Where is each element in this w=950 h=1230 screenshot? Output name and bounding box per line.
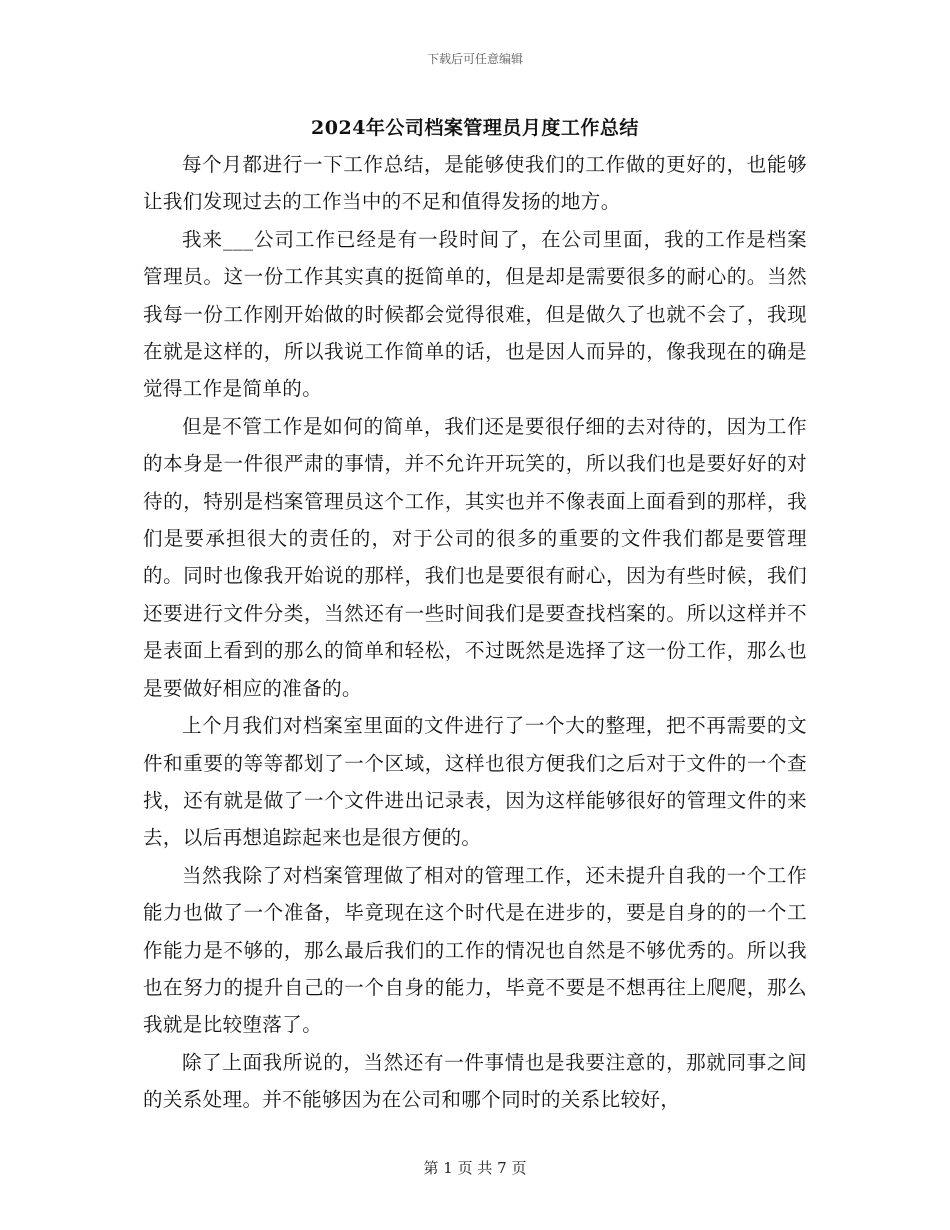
paragraph: 但是不管工作是如何的简单，我们还是要很仔细的去对待的，因为工作的本身是一件很严肃的事情，并不允许开玩笑的，所以我们也是要好好的对待的，特别是档案管理员这个工作，其实也并不像表面上面看到的那样，我们是要承担很大的责任的，对于公司的很多的重要的文件我们都是要管理的。同时也像我开始说的那样，我们也是要很有耐心，因为有些时候，我们还要进行文件分类，当然还有一些时间我们是要查找档案的。所以这样并不是表面上看到的那么的简单和轻松，不过既然是选择了这一份工作，那么也是要做好相应的准备的。 [143, 414, 807, 700]
paragraph: 除了上面我所说的，当然还有一件事情也是我要注意的，那就同事之间的关系处理。并不能够因为在公司和哪个同时的关系比较好， [143, 1050, 807, 1112]
paragraph: 当然我除了对档案管理做了相对的管理工作，还未提升自我的一个工作能力也做了一个准备，毕竟现在这个时代是在进步的，要是自身的的一个工作能力是不够的，那么最后我们的工作的情况也自然是不够优秀的。所以我也在努力的提升自己的一个自身的能力，毕竟不要是不想再往上爬爬，那么我就是比较堕落了。 [143, 863, 807, 1037]
document-title: 2024年公司档案管理员月度工作总结 [311, 117, 639, 139]
paragraph: 我来___公司工作已经是有一段时间了，在公司里面，我的工作是档案管理员。这一份工作其实真的挺简单的，但是却是需要很多的耐心的。当然我每一份工作刚开始做的时候都会觉得很难，但是做久了也就不会了，我现在就是这样的，所以我说工作简单的话，也是因人而异的，像我现在的确是觉得工作是简单的。 [143, 227, 807, 401]
page-header-note: 下载后可任意编辑 [426, 52, 523, 66]
page-number: 第 1 页 共 7 页 [423, 1159, 527, 1177]
document-body [143, 146, 807, 1119]
paragraph: 每个月都进行一下工作总结，是能够使我们的工作做的更好的，也能够让我们发现过去的工作当中的不足和值得发扬的地方。 [143, 153, 807, 214]
paragraph: 上个月我们对档案室里面的文件进行了一个大的整理，把不再需要的文件和重要的等等都划了一个区域，这样也很方便我们之后对于文件的一个查找，还有就是做了一个文件进出记录表，因为这样能够很好的管理文件的来去，以后再想追踪起来也是很方便的。 [143, 714, 807, 850]
